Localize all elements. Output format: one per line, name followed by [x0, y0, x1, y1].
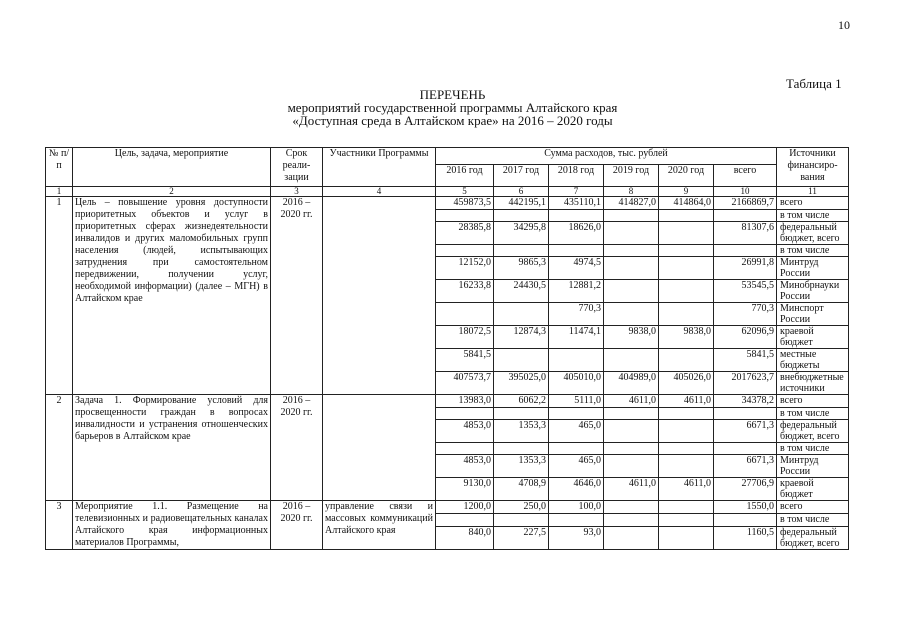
header-participants: Участники Программы — [323, 148, 436, 187]
row-year-value: 414864,0 — [659, 197, 714, 210]
row-year-value: 435110,1 — [549, 197, 604, 210]
column-number: 4 — [323, 187, 436, 197]
row-year-value — [604, 501, 659, 514]
row-year-value: 414827,0 — [604, 197, 659, 210]
row-year-value: 4974,5 — [549, 257, 604, 280]
table-row — [46, 501, 849, 514]
row-funding-source: в том числе — [777, 443, 849, 455]
row-participants: управление связи и массовых коммуникаций Алтайского края — [323, 501, 436, 550]
row-total-value: 1550,0 — [714, 501, 777, 514]
row-year-value: 4853,0 — [436, 420, 494, 443]
row-goal: Задача 1. Формирование условий для просвещенности граждан в вопросах инвалидности и устранения отношенческих барьеров в Алтайском крае — [73, 395, 271, 501]
row-year-value: 100,0 — [549, 501, 604, 514]
row-year-value — [604, 514, 659, 526]
row-funding-source: всего — [777, 501, 849, 514]
row-total-value: 770,3 — [714, 303, 777, 326]
header-2019: 2019 год — [604, 165, 659, 187]
row-number: 2 — [46, 395, 73, 501]
column-number: 3 — [271, 187, 323, 197]
row-year-value: 1200,0 — [436, 501, 494, 514]
row-year-value — [436, 303, 494, 326]
row-year-value — [436, 408, 494, 420]
row-year-value — [604, 245, 659, 257]
row-funding-source: Минспорт России — [777, 303, 849, 326]
row-year-value — [659, 501, 714, 514]
table-label: Таблица 1 — [786, 76, 842, 91]
heading-line-2: мероприятий государственной программы Алтайского края — [287, 100, 618, 115]
row-year-value — [494, 408, 549, 420]
row-year-value: 4611,0 — [659, 395, 714, 408]
row-year-value — [659, 280, 714, 303]
row-year-value: 465,0 — [549, 420, 604, 443]
row-year-value: 465,0 — [549, 455, 604, 478]
row-year-value: 250,0 — [494, 501, 549, 514]
row-year-value: 34295,8 — [494, 222, 549, 245]
row-year-value: 11474,1 — [549, 326, 604, 349]
row-total-value: 2017623,7 — [714, 372, 777, 395]
row-year-value: 28385,8 — [436, 222, 494, 245]
row-number: 3 — [46, 501, 73, 550]
row-total-value — [714, 443, 777, 455]
row-year-value — [549, 349, 604, 372]
header-2018: 2018 год — [549, 165, 604, 187]
row-goal: Цель – повышение уровня доступности приоритетных объектов и услуг в приоритетных сферах жизнедеятельности инвалидов и других маломобильных групп населения (людей, испытывающих затруднения при самостоятельном передвижении, получении услуг, необходимой информации) (далее – МГН) в Алтайском крае — [73, 197, 271, 395]
row-year-value — [494, 245, 549, 257]
row-funding-source: в том числе — [777, 514, 849, 526]
row-year-value — [659, 222, 714, 245]
row-year-value: 18626,0 — [549, 222, 604, 245]
row-year-value — [659, 303, 714, 326]
row-total-value: 81307,6 — [714, 222, 777, 245]
row-term: 2016 – 2020 гг. — [271, 501, 323, 550]
row-year-value — [604, 257, 659, 280]
row-funding-source: в том числе — [777, 408, 849, 420]
row-funding-source: федеральный бюджет, всего — [777, 526, 849, 549]
row-year-value: 93,0 — [549, 526, 604, 549]
measures-table — [45, 147, 849, 550]
row-funding-source: Минтруд России — [777, 455, 849, 478]
row-year-value: 4611,0 — [659, 478, 714, 501]
row-year-value: 442195,1 — [494, 197, 549, 210]
row-participants — [323, 197, 436, 395]
row-year-value — [659, 420, 714, 443]
header-num: № п/п — [46, 148, 73, 187]
column-number: 6 — [494, 187, 549, 197]
row-funding-source: внебюджетные источники — [777, 372, 849, 395]
row-year-value: 9838,0 — [604, 326, 659, 349]
header-total: всего — [714, 165, 777, 187]
row-funding-source: всего — [777, 197, 849, 210]
row-year-value — [604, 222, 659, 245]
row-year-value — [494, 349, 549, 372]
row-total-value: 34378,2 — [714, 395, 777, 408]
row-year-value: 1353,3 — [494, 455, 549, 478]
row-year-value — [659, 349, 714, 372]
row-year-value — [494, 303, 549, 326]
row-year-value — [549, 210, 604, 222]
column-number-row — [46, 187, 849, 197]
row-year-value — [604, 420, 659, 443]
row-year-value — [436, 514, 494, 526]
row-term: 2016 – 2020 гг. — [271, 197, 323, 395]
row-total-value: 62096,9 — [714, 326, 777, 349]
row-year-value — [659, 257, 714, 280]
row-funding-source: Минобрнауки России — [777, 280, 849, 303]
column-number: 2 — [73, 187, 271, 197]
table-row — [46, 197, 849, 210]
row-year-value — [604, 303, 659, 326]
row-year-value — [659, 526, 714, 549]
row-funding-source: местные бюджеты — [777, 349, 849, 372]
row-total-value: 27706,9 — [714, 478, 777, 501]
row-funding-source: краевой бюджет — [777, 326, 849, 349]
column-number: 5 — [436, 187, 494, 197]
row-year-value: 13983,0 — [436, 395, 494, 408]
row-year-value: 770,3 — [549, 303, 604, 326]
row-funding-source: краевой бюджет — [777, 478, 849, 501]
row-year-value: 1353,3 — [494, 420, 549, 443]
row-total-value — [714, 408, 777, 420]
row-total-value: 2166869,7 — [714, 197, 777, 210]
row-year-value: 16233,8 — [436, 280, 494, 303]
row-funding-source: в том числе — [777, 245, 849, 257]
row-year-value: 5841,5 — [436, 349, 494, 372]
row-year-value — [604, 408, 659, 420]
row-year-value: 227,5 — [494, 526, 549, 549]
row-total-value: 26991,8 — [714, 257, 777, 280]
row-year-value — [604, 349, 659, 372]
row-year-value — [659, 443, 714, 455]
row-year-value — [604, 210, 659, 222]
heading-line-1: ПЕРЕЧЕНЬ — [419, 87, 486, 102]
row-year-value — [436, 210, 494, 222]
row-funding-source: Минтруд России — [777, 257, 849, 280]
row-year-value — [436, 443, 494, 455]
row-year-value: 4646,0 — [549, 478, 604, 501]
row-year-value: 12881,2 — [549, 280, 604, 303]
row-total-value: 53545,5 — [714, 280, 777, 303]
row-year-value — [494, 443, 549, 455]
row-year-value: 9838,0 — [659, 326, 714, 349]
row-year-value — [604, 443, 659, 455]
header-row — [46, 148, 849, 165]
row-year-value — [604, 526, 659, 549]
header-2016: 2016 год — [436, 165, 494, 187]
row-year-value: 404989,0 — [604, 372, 659, 395]
row-year-value: 4708,9 — [494, 478, 549, 501]
row-total-value — [714, 210, 777, 222]
row-year-value — [659, 455, 714, 478]
row-year-value: 24430,5 — [494, 280, 549, 303]
row-funding-source: федеральный бюджет, всего — [777, 222, 849, 245]
row-year-value — [549, 514, 604, 526]
row-year-value — [659, 245, 714, 257]
row-total-value — [714, 245, 777, 257]
row-year-value — [549, 408, 604, 420]
row-year-value — [604, 455, 659, 478]
row-total-value: 6671,3 — [714, 455, 777, 478]
header-2017: 2017 год — [494, 165, 549, 187]
row-year-value: 12152,0 — [436, 257, 494, 280]
column-number: 10 — [714, 187, 777, 197]
row-year-value — [659, 408, 714, 420]
row-year-value — [549, 443, 604, 455]
row-year-value: 4611,0 — [604, 395, 659, 408]
header-sum: Сумма расходов, тыс. рублей — [436, 148, 777, 165]
row-funding-source: в том числе — [777, 210, 849, 222]
row-year-value: 4853,0 — [436, 455, 494, 478]
row-year-value: 9130,0 — [436, 478, 494, 501]
column-number: 11 — [777, 187, 849, 197]
row-year-value — [659, 210, 714, 222]
row-participants — [323, 395, 436, 501]
row-year-value — [494, 210, 549, 222]
row-year-value: 405026,0 — [659, 372, 714, 395]
row-year-value: 405010,0 — [549, 372, 604, 395]
row-year-value: 6062,2 — [494, 395, 549, 408]
row-year-value: 459873,5 — [436, 197, 494, 210]
row-goal: Мероприятие 1.1. Размещение на телевизионных и радиовещательных каналах Алтайского края информационных материалов Программы, — [73, 501, 271, 550]
column-number: 9 — [659, 187, 714, 197]
row-year-value: 9865,3 — [494, 257, 549, 280]
row-year-value — [436, 245, 494, 257]
document-heading — [0, 88, 905, 127]
header-sources: Источники финансиро-вания — [777, 148, 849, 187]
page-number: 10 — [838, 18, 850, 32]
header-term: Срок реали-зации — [271, 148, 323, 187]
row-year-value: 12874,3 — [494, 326, 549, 349]
column-number: 1 — [46, 187, 73, 197]
row-year-value — [549, 245, 604, 257]
row-total-value: 1160,5 — [714, 526, 777, 549]
column-number: 7 — [549, 187, 604, 197]
heading-line-3: «Доступная среда в Алтайском крае» на 2016 – 2020 годы — [292, 113, 613, 128]
column-number: 8 — [604, 187, 659, 197]
row-funding-source: всего — [777, 395, 849, 408]
row-year-value: 395025,0 — [494, 372, 549, 395]
row-year-value — [659, 514, 714, 526]
row-funding-source: федеральный бюджет, всего — [777, 420, 849, 443]
row-year-value: 18072,5 — [436, 326, 494, 349]
row-year-value: 840,0 — [436, 526, 494, 549]
row-year-value: 4611,0 — [604, 478, 659, 501]
row-year-value — [604, 280, 659, 303]
table-row — [46, 395, 849, 408]
row-year-value — [494, 514, 549, 526]
row-year-value: 407573,7 — [436, 372, 494, 395]
row-year-value: 5111,0 — [549, 395, 604, 408]
row-term: 2016 – 2020 гг. — [271, 395, 323, 501]
header-2020: 2020 год — [659, 165, 714, 187]
header-goal: Цель, задача, мероприятие — [73, 148, 271, 187]
row-total-value: 6671,3 — [714, 420, 777, 443]
row-total-value: 5841,5 — [714, 349, 777, 372]
row-number: 1 — [46, 197, 73, 395]
row-total-value — [714, 514, 777, 526]
